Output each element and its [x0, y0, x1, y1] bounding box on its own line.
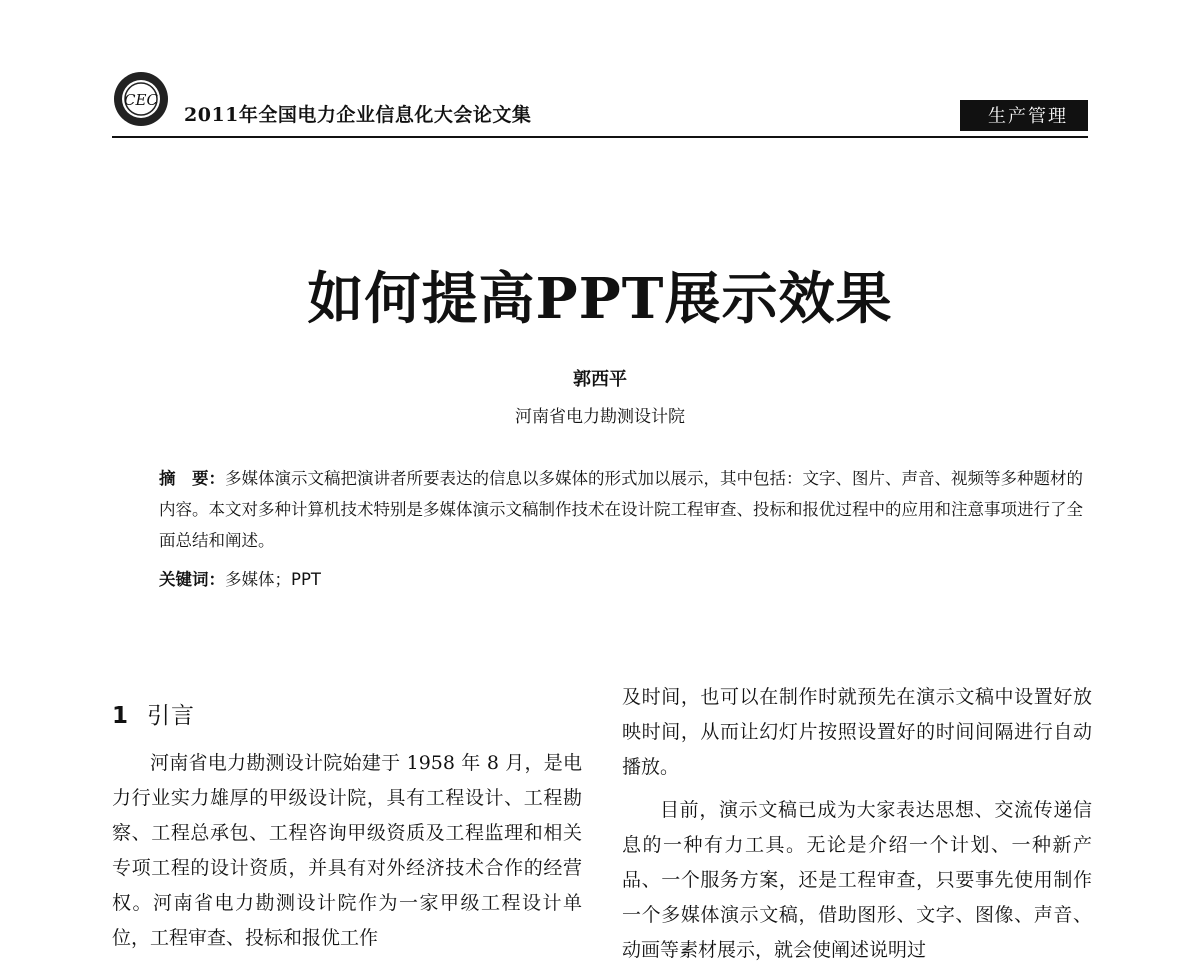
- keywords-label: 关键词：: [159, 570, 225, 589]
- abstract-text: 多媒体演示文稿把演讲者所要表达的信息以多媒体的形式加以展示，其中包括：文字、图片、声音、视频等多种题材的内容。本文对多种计算机技术特别是多媒体演示文稿制作技术在设计院工程审查、投标和报优过程中的应用和注意事项进行了全面总结和阐述。: [159, 469, 1083, 550]
- page-header: [112, 70, 1088, 142]
- svg-text:CEC: CEC: [124, 91, 158, 109]
- body-right-column: [622, 680, 1092, 968]
- body-paragraph: 目前，演示文稿已成为大家表达思想、交流传递信息的一种有力工具。无论是介绍一个计划、一种新产品、一个服务方案，还是工程审查，只要事先使用制作一个多媒体演示文稿，借助图形、文字、图像、声音、动画等素材展示，就会使阐述说明过: [622, 799, 1092, 961]
- body-left-column: [112, 680, 582, 956]
- header-rule: [112, 136, 1088, 138]
- cec-logo-icon: [112, 70, 170, 128]
- author-name: 郭西平: [573, 369, 627, 390]
- keywords: [159, 566, 321, 590]
- body-paragraph: 河南省电力勘测设计院始建于 1958 年 8 月，是电力行业实力雄厚的甲级设计院，具有工程设计、工程勘察、工程总承包、工程咨询甲级资质及工程监理和相关专项工程的设计资质，并具有对外经济技术合作的经营权。河南省电力勘测设计院作为一家甲级工程设计单位，工程审查、投标和报优工作: [112, 752, 582, 949]
- section-title: 引言: [147, 703, 196, 729]
- section-badge: 生产管理: [960, 100, 1088, 131]
- abstract-label: 摘 要：: [159, 469, 225, 488]
- paper-title: 如何提高PPT展示效果: [307, 266, 893, 332]
- journal-title: 2011年全国电力企业信息化大会论文集: [184, 104, 532, 126]
- body-paragraph: 及时间，也可以在制作时就预先在演示文稿中设置好放映时间，从而让幻灯片按照设置好的时间间隔进行自动播放。: [622, 686, 1092, 778]
- author-affiliation: 河南省电力勘测设计院: [515, 407, 685, 427]
- section-number: 1: [112, 703, 130, 729]
- abstract: [159, 463, 1083, 556]
- keywords-text: 多媒体；PPT: [225, 570, 321, 589]
- section-heading: [112, 699, 582, 734]
